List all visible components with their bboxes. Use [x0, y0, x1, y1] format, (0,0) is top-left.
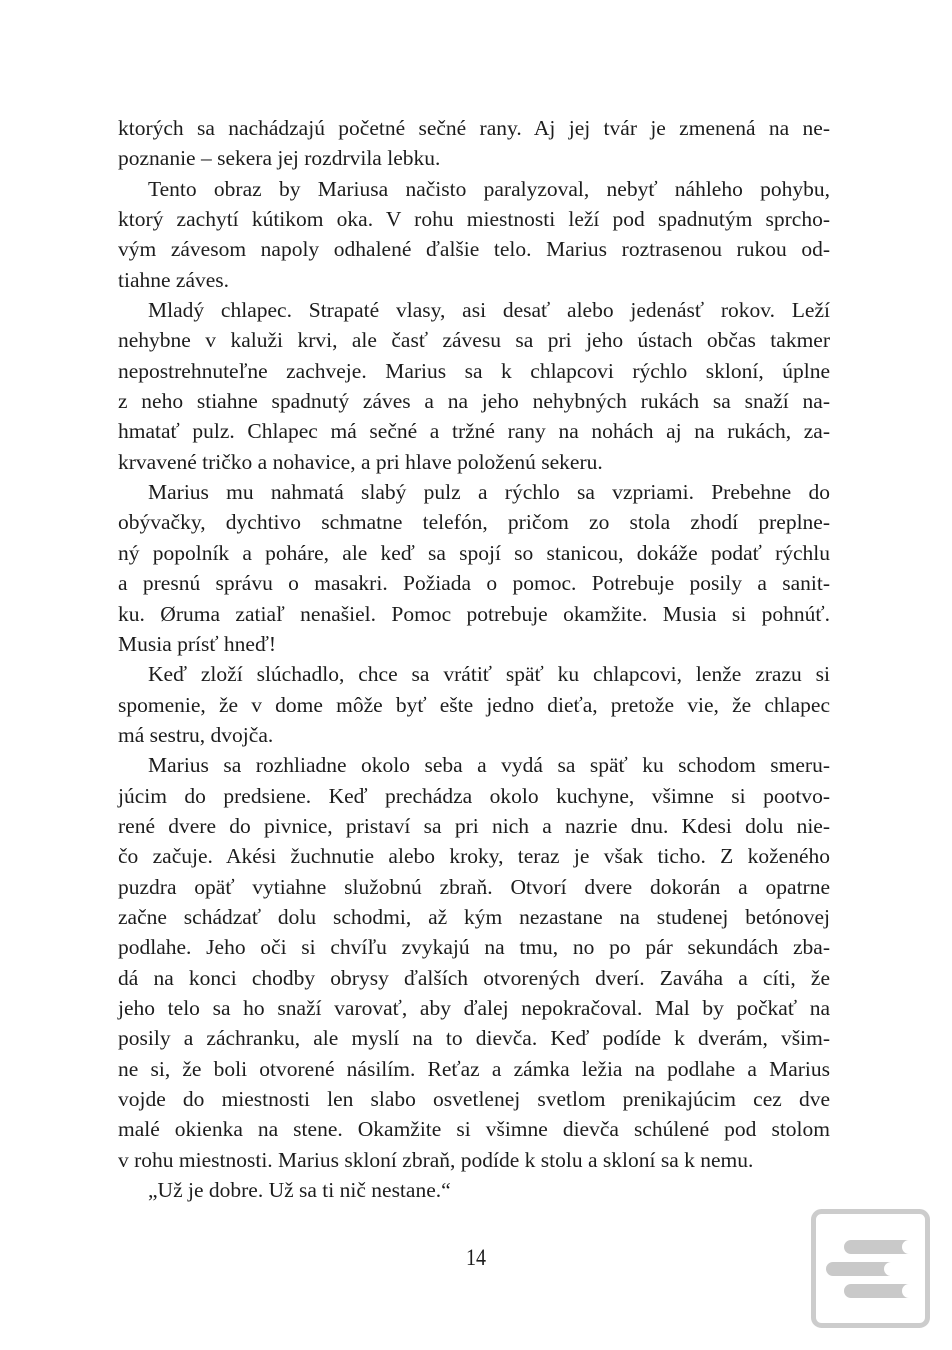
paragraph: [118, 1175, 830, 1205]
paragraph: [118, 477, 830, 659]
paragraph: [118, 295, 830, 477]
text-line: z neho stiahne spadnutý záves a na jeho nehybných rukách sa snaží na-: [118, 389, 830, 414]
body-text: [118, 113, 830, 1205]
text-line: „Už je dobre. Už sa ti nič nestane.“: [148, 1178, 451, 1203]
text-line: vým závesom napoly odhalené ďalšie telo. Marius roztrasenou rukou od-: [118, 237, 830, 262]
book-top: [844, 1240, 909, 1254]
text-line: má sestru, dvojča.: [118, 722, 274, 747]
text-line: hmatať pulz. Chlapec má sečné a tržné rany na nohách aj na rukách, za-: [118, 419, 830, 444]
text-line: a presnú správu o masakri. Požiada o pomoc. Potrebuje posily a sanit-: [118, 571, 830, 596]
text-line: jeho telo sa ho snaží varovať, aby ďalej nepokračoval. Mal by počkať na: [118, 995, 830, 1020]
text-line: ku. Øruma zatiaľ nenašiel. Pomoc potrebuje okamžite. Musia si pohnúť.: [118, 601, 830, 626]
text-line: ktorých sa nachádzajú početné sečné rany. Aj jej tvár je zmenená na ne-: [118, 116, 830, 140]
text-line: puzdra opäť vytiahne služobnú zbraň. Otvorí dvere dokorán a opatrne: [118, 874, 830, 899]
page-number: 14: [466, 1245, 486, 1271]
paragraph: [118, 113, 830, 174]
text-line: ný popolník a poháre, ale keď sa spojí so stanicou, dokáže podať rýchlu: [118, 540, 830, 565]
text-line: ktorý zachytí kútikom oka. V rohu miestnosti leží pod spadnutým sprcho-: [118, 207, 830, 232]
text-line: začne schádzať dolu schodmi, až kým nezastane na studenej betónovej: [118, 904, 830, 929]
text-line: Musia prísť hneď!: [118, 631, 277, 656]
text-line: nepostrehnuteľne zachveje. Marius sa k chlapcovi rýchlo skloní, úplne: [118, 358, 830, 383]
books-stack-icon: [811, 1209, 930, 1328]
text-line: spomenie, že v dome môže byť ešte jedno dieťa, pretože vie, že chlapec: [118, 692, 830, 717]
book-middle: [826, 1262, 891, 1276]
text-line: vojde do miestnosti len slabo osvetlenej svetlom prenikajúcim cez dve: [118, 1087, 830, 1111]
watermark-logo: [811, 1209, 930, 1328]
text-line: podlahe. Jeho oči si chvíľu zvykajú na tmu, no po pár sekundách zba-: [118, 935, 830, 960]
paragraph: [118, 659, 830, 750]
text-line: posily a záchranku, ale myslí na to dievča. Keď podíde k dverám, všim-: [118, 1026, 830, 1051]
text-line: obývačky, dychtivo schmatne telefón, pričom zo stola zhodí preplne-: [118, 510, 830, 535]
text-line: nehybne v kaluži krvi, ale časť závesu sa pri jeho ústach občas takmer: [118, 328, 830, 353]
text-line: júcim do predsiene. Keď prechádza okolo kuchyne, všimne si pootvo-: [118, 783, 830, 808]
text-line: malé okienka na stene. Okamžite si všimne dievča schúlené pod stolom: [118, 1117, 830, 1142]
text-line: Mladý chlapec. Strapaté vlasy, asi desať alebo jedenásť rokov. Leží: [148, 298, 830, 323]
text-line: ne si, že boli otvorené násilím. Reťaz a zámka ležia na podlahe a Marius: [118, 1056, 830, 1081]
text-line: tiahne záves.: [118, 267, 230, 292]
book-bottom: [844, 1284, 909, 1298]
paragraph: [118, 750, 830, 1175]
text-line: Tento obraz by Mariusa načisto paralyzoval, nebyť náhleho pohybu,: [148, 176, 830, 201]
text-line: v rohu miestnosti. Marius skloní zbraň, podíde k stolu a skloní sa k nemu.: [118, 1147, 754, 1172]
text-line: čo začuje. Akési žuchnutie alebo kroky, teraz je však ticho. Z koženého: [118, 844, 830, 869]
text-line: Marius mu nahmatá slabý pulz a rýchlo sa vzpriami. Prebehne do: [148, 480, 830, 505]
text-line: Keď zloží slúchadlo, chce sa vrátiť späť ku chlapcovi, lenže zrazu si: [148, 662, 830, 687]
text-line: poznanie – sekera jej rozdrvila lebku.: [118, 146, 441, 171]
text-line: Marius sa rozhliadne okolo seba a vydá sa späť ku schodom smeru-: [148, 753, 830, 778]
text-line: dá na konci chodby obrysy ďalších otvorených dverí. Zaváha a cíti, že: [118, 965, 830, 990]
paragraph: [118, 174, 830, 295]
text-line: rené dvere do pivnice, pristaví sa pri nich a nazrie dnu. Kdesi dolu nie-: [118, 813, 830, 838]
text-line: krvavené tričko a nohavice, a pri hlave položenú sekeru.: [118, 449, 603, 474]
